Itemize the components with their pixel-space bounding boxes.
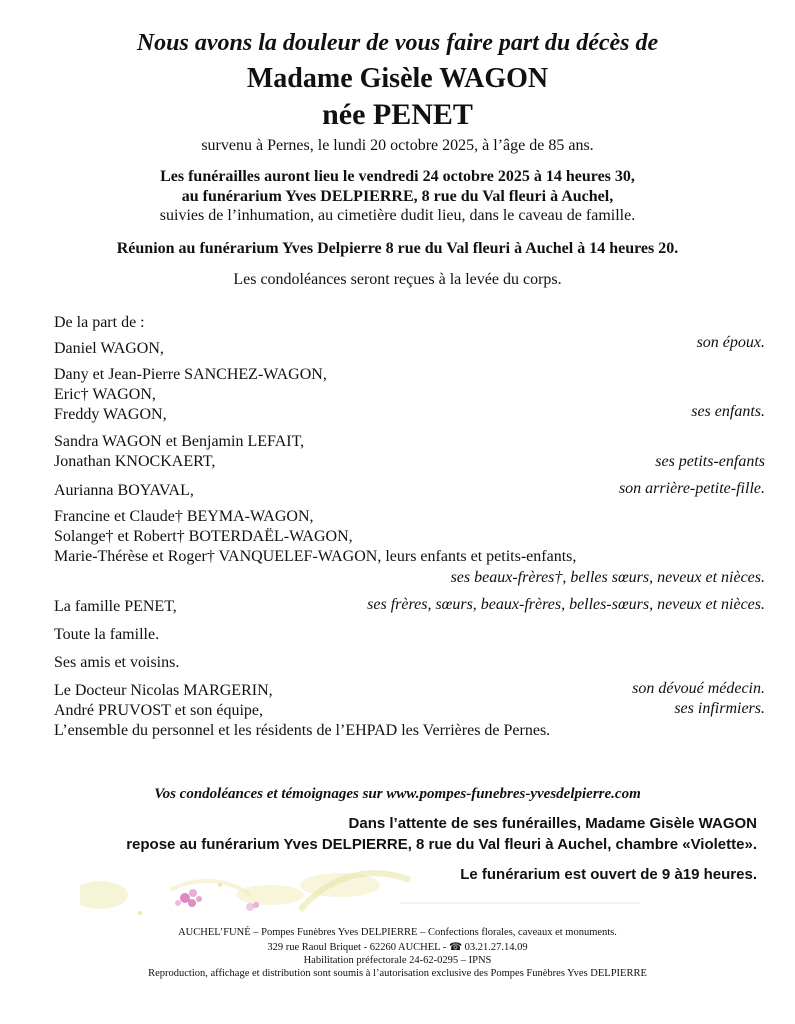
friends: Ses amis et voisins. <box>54 654 180 671</box>
deceased-name: Madame Gisèle WAGON <box>246 63 549 94</box>
death-details: survenu à Pernes, le lundi 20 octobre 2025, à l’âge de 85 ans. <box>201 137 594 154</box>
doctor-name: Le Docteur Nicolas MARGERIN, <box>54 682 273 699</box>
condolences-info: Les condoléances seront reçues à la levée du corps. <box>233 271 562 288</box>
footer-reproduction: Reproduction, affichage et distribution sont soumis à l’autorisation exclusive des Pompes Funèbres Yves DELPIERRE <box>148 968 647 979</box>
nurse-name: André PRUVOST et son équipe, <box>54 702 264 719</box>
phone-icon: ☎ <box>448 942 463 953</box>
footer-address-text: 329 rue Raoul Briquet - 62260 AUCHEL - <box>267 942 447 953</box>
grandchild-1: Sandra WAGON et Benjamin LEFAIT, <box>54 433 305 450</box>
reunion-info: Réunion au funérarium Yves Delpierre 8 rue du Val fleuri à Auchel à 14 heures 20. <box>116 240 679 257</box>
inlaw-3: Marie-Thérèse et Roger† VANQUELEF-WAGON, leurs enfants et petits-enfants, <box>54 548 577 565</box>
child-3: Freddy WAGON, <box>54 406 167 423</box>
spouse-relation: son époux. <box>696 334 765 351</box>
whole-family: Toute la famille. <box>54 626 160 643</box>
intro-line: Nous avons la douleur de vous faire part du décès de <box>136 30 659 56</box>
maiden-name: née PENET <box>322 98 473 131</box>
opening-hours: Le funérarium est ouvert de 9 à19 heures. <box>460 866 757 883</box>
from-label: De la part de : <box>54 314 145 331</box>
child-1: Dany et Jean-Pierre SANCHEZ-WAGON, <box>54 366 327 383</box>
children-relation: ses enfants. <box>691 403 765 420</box>
funeral-date: Les funérailles auront lieu le vendredi 24 octobre 2025 à 14 heures 30, <box>160 168 635 185</box>
grandchildren-relation: ses petits-enfants <box>655 453 765 470</box>
footer-license: Habilitation préfectorale 24-62-0295 – IPNS <box>303 955 492 966</box>
great-grandchild-relation: son arrière-petite-fille. <box>618 480 765 497</box>
footer-company: AUCHEL’FUNÉ – Pompes Funèbres Yves DELPIERRE – Confections florales, caveaux et monuments. <box>178 927 617 938</box>
flower-decoration <box>80 855 640 925</box>
spouse-name: Daniel WAGON, <box>54 340 164 357</box>
footer-address <box>0 941 795 953</box>
pink-flower-icon <box>175 889 202 907</box>
penet-relation: ses frères, sœurs, beaux-frères, belles-sœurs, neveux et nièces. <box>367 596 765 613</box>
ehpad-staff: L’ensemble du personnel et les résidents de l’EHPAD les Verrières de Pernes. <box>54 722 551 739</box>
doctor-relation: son dévoué médecin. <box>632 680 765 697</box>
child-2: Eric† WAGON, <box>54 386 156 403</box>
inlaw-1: Francine et Claude† BEYMA-WAGON, <box>54 508 314 525</box>
penet-family: La famille PENET, <box>54 598 177 615</box>
rest-notice-2: repose au funérarium Yves DELPIERRE, 8 rue du Val fleuri à Auchel, chambre «Violette». <box>126 836 757 853</box>
inlaws-relation: ses beaux-frères†, belles sœurs, neveux et nièces. <box>450 569 765 586</box>
footer-phone: 03.21.27.14.09 <box>464 942 528 953</box>
rest-notice-1: Dans l’attente de ses funérailles, Madame Gisèle WAGON <box>348 815 757 832</box>
burial-info: suivies de l’inhumation, au cimetière dudit lieu, dans le caveau de famille. <box>159 207 636 224</box>
condolences-website: Vos condoléances et témoignages sur www.pompes-funebres-yvesdelpierre.com <box>154 786 641 802</box>
nurse-relation: ses infirmiers. <box>674 700 765 717</box>
inlaw-2: Solange† et Robert† BOTERDAËL-WAGON, <box>54 528 353 545</box>
grandchild-2: Jonathan KNOCKAERT, <box>54 453 216 470</box>
funeral-place: au funérarium Yves DELPIERRE, 8 rue du Val fleuri à Auchel, <box>181 188 614 205</box>
great-grandchild: Aurianna BOYAVAL, <box>54 482 194 499</box>
